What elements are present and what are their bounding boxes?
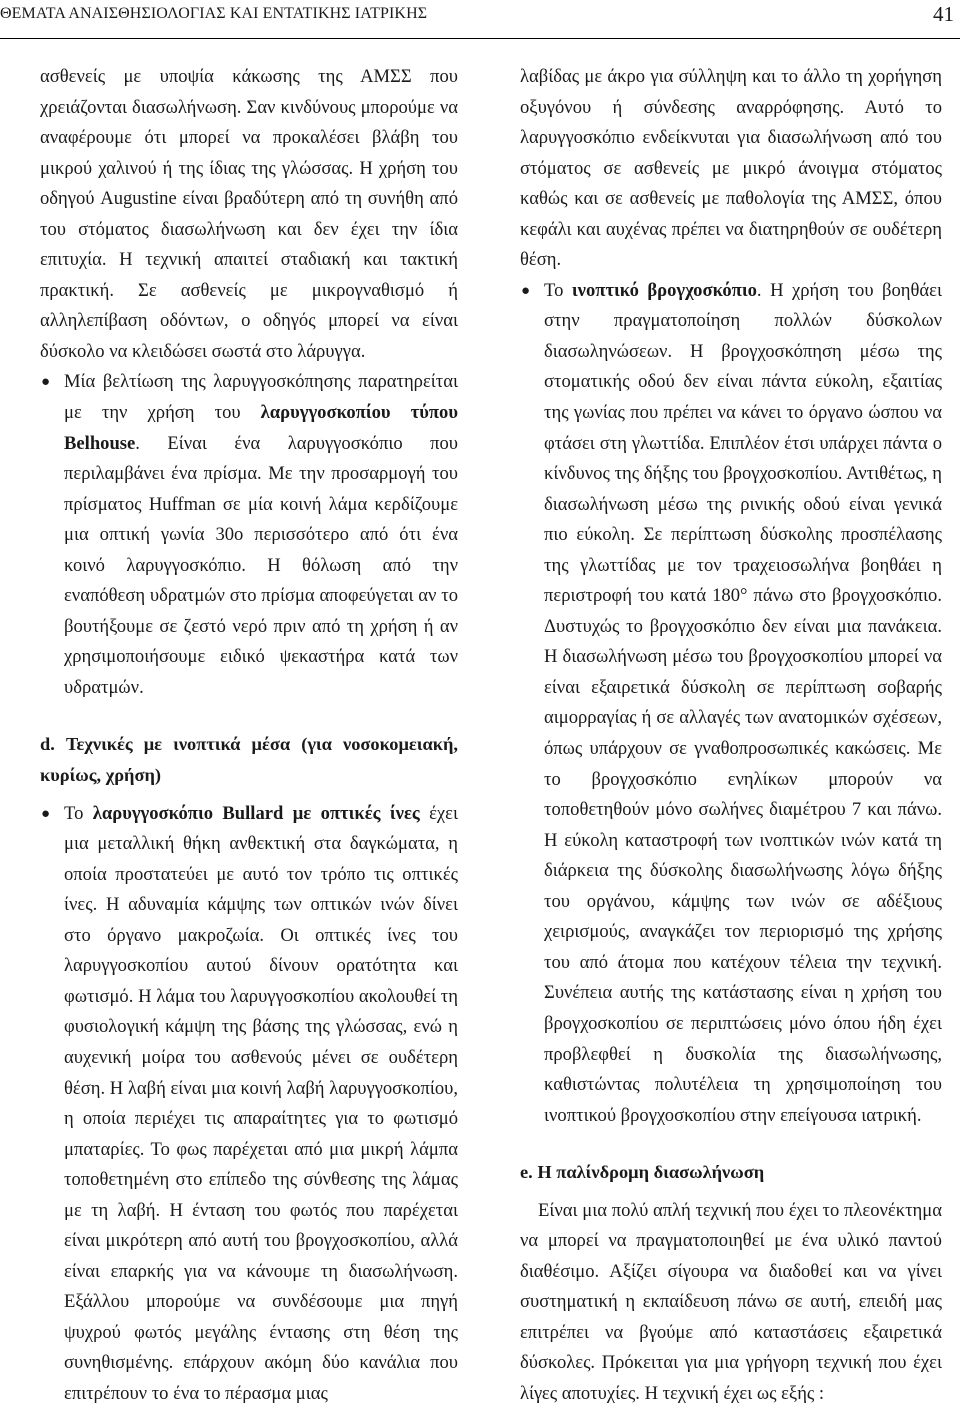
- section-letter: e.: [520, 1162, 533, 1183]
- bold-term: λαρυγγοσκοπίου τύπου Belhouse: [64, 402, 459, 454]
- paragraph: λαβίδας με άκρο για σύλληψη και το άλλο τη χορήγηση οξυγόνου ή σύνδεσης αναρρόφησης. Αυτό το λαρυγγοσκόπιο ενδείκνυται για διασωλήνωση από του στόματος σε ασθενείς με μικρό άνοιγμα στόματος καθώς και σε ασθενείς με παθολογία της ΑΜΣΣ, όπου κεφάλι και αυχένας πρέπει να διατηρηθούν σε ουδέτερη θέση.: [520, 66, 942, 271]
- section-heading: [40, 729, 458, 790]
- bullet-item: [40, 799, 458, 1410]
- bullet-item: [520, 276, 942, 1131]
- bullet-icon: ●: [41, 805, 51, 822]
- paragraph: ασθενείς με υποψία κάκωσης της ΑΜΣΣ που χρειάζονται διασωλήνωση. Σαν κινδύνους μπορούμε να αναφέρουμε ότι μπορεί να προκαλέσει βλάβη του μικρού χαλινού ή της ίδιας της γλώσσας. Η χρήση του οδηγού Augustine είναι βραδύτερη από τη συνήθη από του στόματος διασωλήνωση και δεν έχει την ίδια επιτυχία. Η τεχνική απαιτεί σταδιακή και τακτική πρακτική. Σε ασθενείς με μικρογναθισμό ή αλληλεπίβαση οδόντων, ο οδηγός μπορεί να είναι δύσκολο να κλειδώσει σωστά στο λάρυγγα.: [40, 66, 458, 362]
- paragraph: Είναι μια πολύ απλή τεχνική που έχει το πλεονέκτημα να μπορεί να πραγματοποιηθεί με ένα υλικό παντού διαθέσιμο. Αξίζει σίγουρα να διαδοθεί και να γίνει συστηματική η εκπαίδευση πάνω σε αυτή, επειδή μας επιτρέπει να βγούμε από καταστάσεις εξαιρετικά δύσκολες. Πρόκειται για μια γρήγορη τεχνική που έχει λίγες αποτυχίες. Η τεχνική έχει ως εξής :: [520, 1199, 942, 1404]
- bullet-text: Μία βελτίωση της λαρυγγοσκόπησης παρατηρείται με την χρήση του: [64, 371, 458, 424]
- bullet-text: . Η χρήση του βοηθάει στην πραγματοποίηση πολλών δύσκολων διασωληνώσεων. Η βρογχοσκόπηση μέσω της στοματικής οδού δεν είναι πάντα εύκολη, εξαιτίας της γωνίας που πρέπει να κάνει το όργανο ώσπου να φτάσει στη γλωττίδα. Επιπλέον έτσι υπάρχει πάντα ο κίνδυνος της δήξης του βρογχοσκοπίου. Αντιθέτως, η διασωλήνωση μέσω της ρινικής οδού είναι γενικά πιο εύκολη. Σε περίπτωση δύσκολης προσπέλασης της γλωττίδας με τον τραχειοσωλήνα βοηθάει η περιστροφή του κατά 180° πάνω στο βρογχοσκόπιο. Δυστυχώς το βρογχοσκόπιο δεν είναι μια πανάκεια. Η διασωλήνωση μέσω του βρογχοσκοπίου μπορεί να είναι εξαιρετικά δύσκολη σε περίπτωση σοβαρής αιμορραγίας ή σε αλλαγές των ανατομικών σχέσεων, όπως υπάρχουν σε γναθοπροσωπικές κακώσεις. Με το βρογχοσκόπιο ενηλίκων μπορούν να τοποθετηθούν μόνο σωλήνες διαμέτρου 7 και πάνω. Η εύκολη καταστροφή των ινοπτικών ινών κατά τη διάρκεια της δύσκολης διασωλήνωσης λόγω δήξης του οργάνου, κάμψης των ινών σε αδέξιους χειρισμούς, αναγκάζει τον περιορισμό της χρήσης του από άτομα που κατέχουν τέλεια την τεχνική. Συνέπεια αυτής της κατάστασης είναι η χρήση του βρογχοσκοπίου σε περιπτώσεις μόνο όπου ήδη έχει προβλεφθεί η δυσκολία της διασωλήνωσης, καθιστώντας πολυτέλεια τη χρησιμοποίηση του ινοπτικού βρογχοσκοπίου στην επείγουσα ιατρική.: [544, 279, 942, 1126]
- bold-term: ινοπτικό βρογχοσκόπιο: [571, 279, 757, 301]
- bullet-text: . Είναι ένα λαρυγγοσκόπιο που περιλαμβάνει ένα πρίσμα. Με την προσαρμογή του πρίσματος Huffman σε μία κοινή λάμα κερδίζουμε μια οπτική γωνία 30ο περισσότερο από ότι ένα κοινό λαρυγγοσκόπιο. Η θόλωση από την εναπόθεση υδρατμών στο πρίσμα αποφεύγεται αν το βουτήξουμε σε ζεστό νερό πριν από τη χρήση ή αν χρησιμοποιήσουμε ειδικό ψεκαστήρα κατά των υδρατμών.: [64, 432, 458, 698]
- section-heading: [520, 1157, 942, 1188]
- bold-term: λαρυγγοσκόπιο Bullard με οπτικές ίνες: [92, 802, 420, 824]
- right-column: [520, 62, 942, 1410]
- bullet-icon: ●: [41, 374, 51, 391]
- section-letter: d.: [40, 734, 55, 755]
- section-title: Η παλίνδρομη διασωλήνωση: [537, 1162, 765, 1183]
- running-header: [0, 0, 960, 39]
- bullet-text: έχει μια μεταλλική θήκη ανθεκτική στα δαγκώματα, η οποία προστατεύει με αυτό τον τρόπο τις οπτικές ίνες. Η αδυναμία κάμψης των οπτικών ινών δίνει στο όργανο μακροζωία. Οι οπτικές ίνες του λαρυγγοσκοπίου αυτού δίνουν ορατότητα και φωτισμό. Η λάμα του λαρυγγοσκοπίου ακολουθεί τη φυσιολογική κάμψη της βάσης της γλώσσας, ενώ η αυχενική μοίρα του ασθενούς μένει σε ουδέτερη θέση. Η λαβή είναι μια κοινή λαβή λαρυγγοσκοπίου, η οποία περιέχει τις απαραίτητες για το φωτισμό μπαταρίες. Το φως παρέχεται από μια μικρή λάμπα τοποθετημένη στο επίπεδο της σύνθεσης της λάμας με τη λαβή. Η ένταση του φωτός που παρέχεται είναι μικρότερη από αυτή του βρογχοσκοπίου, αλλά είναι επαρκής για να κάνουμε τη διασωλήνωση. Εξάλλου μπορούμε να συνδέσουμε μια πηγή ψυχρού φωτός μεγάλης έντασης στη θέση της συνηθισμένης. επάρχουν ακόμη δύο κανάλια που επιτρέπουν το ένα το πέρασμα μιας: [64, 802, 458, 1404]
- bullet-icon: ●: [521, 282, 531, 299]
- bullet-text: Το: [64, 802, 93, 824]
- left-column: [40, 62, 458, 1410]
- section-title: Τεχνικές με ινοπτικά μέσα (για νοσοκομειακή, κυρίως, χρήση): [40, 734, 458, 786]
- page-number: 41: [933, 2, 954, 26]
- running-title: ΘΕΜΑΤΑ ΑΝΑΙΣΘΗΣΙΟΛΟΓΙΑΣ ΚΑΙ ΕΝΤΑΤΙΚΗΣ ΙΑΤΡΙΚΗΣ: [0, 5, 428, 22]
- bullet-item: [40, 367, 458, 703]
- bullet-text: Το: [544, 279, 572, 301]
